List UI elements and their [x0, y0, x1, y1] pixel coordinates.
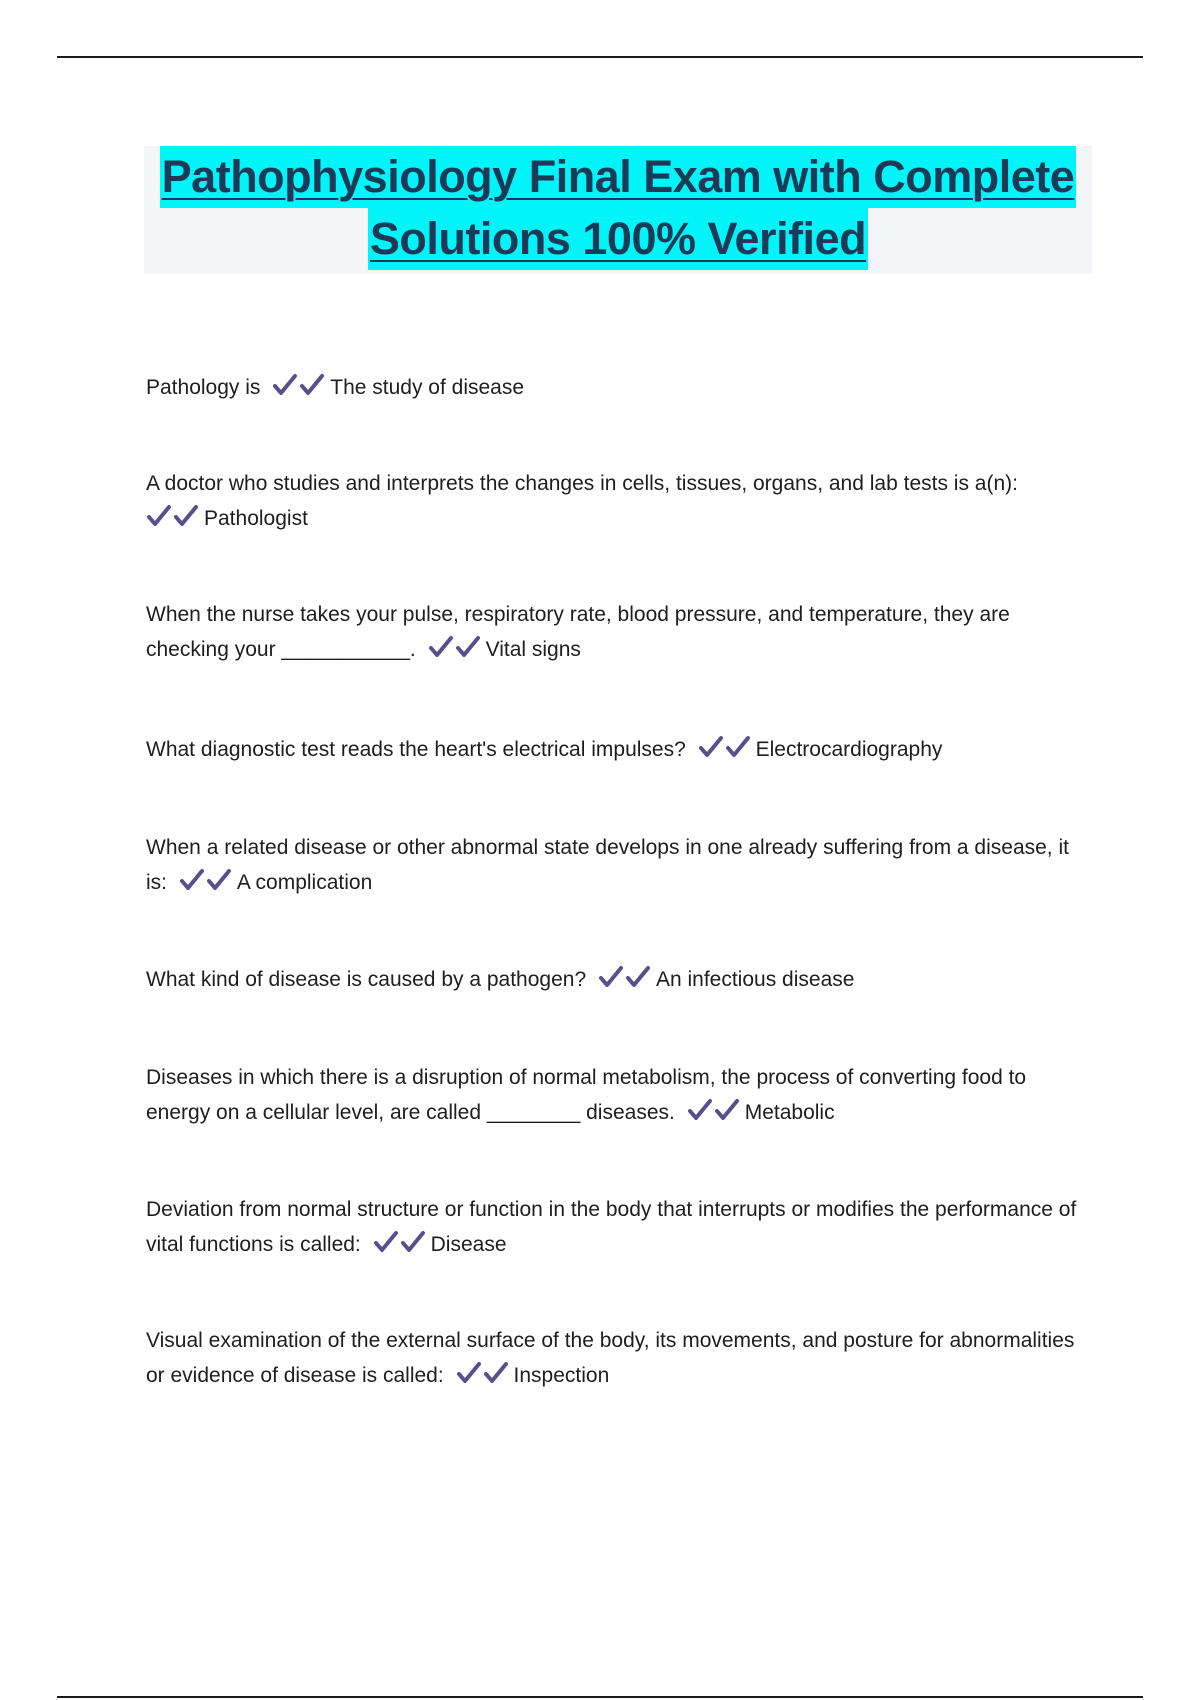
- question-text: A doctor who studies and interprets the changes in cells, tissues, organs, and lab tests is a(n):: [146, 472, 1018, 495]
- question-text: Visual examination of the external surface of the body, its movements, and posture for abnormalities or evidence of disease is called:: [146, 1329, 1075, 1387]
- double-check-icon: [687, 1098, 741, 1133]
- double-check-icon: [598, 965, 652, 1000]
- answer-text: Pathologist: [204, 507, 308, 530]
- question-text: What diagnostic test reads the heart's electrical impulses?: [146, 738, 686, 761]
- question-text: Diseases in which there is a disruption of normal metabolism, the process of converting food to energy on a cellular level, are called ________ diseases.: [146, 1066, 1027, 1124]
- double-check-icon: [373, 1230, 427, 1265]
- answer-text: Metabolic: [744, 1101, 835, 1124]
- double-check-icon: [428, 635, 482, 670]
- question-text: What kind of disease is caused by a pathogen?: [146, 968, 587, 991]
- question-text: Deviation from normal structure or function in the body that interrupts or modifies the performance of vital functions is called:: [146, 1198, 1077, 1256]
- qa-item: [146, 466, 1086, 539]
- qa-item: [146, 962, 1086, 1000]
- qa-item: [146, 1323, 1086, 1396]
- document-title: [144, 146, 1092, 274]
- answer-text: Vital signs: [485, 638, 581, 661]
- qa-item: [146, 1060, 1086, 1133]
- qa-item: [146, 597, 1086, 670]
- answer-text: Electrocardiography: [755, 738, 943, 761]
- qa-item: [146, 732, 1086, 770]
- double-check-icon: [272, 373, 326, 408]
- double-check-icon: [179, 868, 233, 903]
- title-line-2: Solutions 100% Verified: [368, 208, 868, 270]
- qa-item: [146, 830, 1086, 903]
- double-check-icon: [698, 735, 752, 770]
- double-check-icon: [146, 504, 200, 539]
- bottom-rule: [57, 1696, 1143, 1698]
- double-check-icon: [456, 1361, 510, 1396]
- answer-text: The study of disease: [330, 376, 525, 399]
- question-text: When a related disease or other abnormal state develops in one already suffering from a disease, it is:: [146, 836, 1069, 894]
- title-line-1: Pathophysiology Final Exam with Complete: [160, 146, 1077, 208]
- top-rule: [57, 56, 1143, 58]
- answer-text: Inspection: [513, 1364, 610, 1387]
- qa-item: [146, 370, 1086, 408]
- answer-text: An infectious disease: [655, 968, 855, 991]
- qa-item: [146, 1192, 1086, 1265]
- question-text: Pathology is: [146, 376, 261, 399]
- answer-text: A complication: [236, 871, 373, 894]
- answer-text: Disease: [430, 1233, 507, 1256]
- question-text: When the nurse takes your pulse, respiratory rate, blood pressure, and temperature, they are checking your ___________.: [146, 603, 1010, 661]
